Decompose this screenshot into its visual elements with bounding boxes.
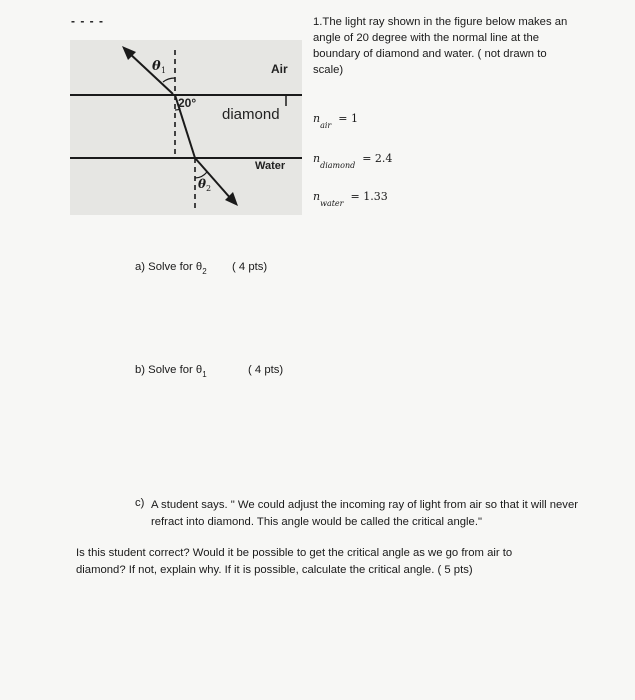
part-b-label: b) Solve for θ: [135, 364, 203, 376]
n-diamond-value: = 2.4: [362, 152, 393, 165]
follow-up-question: Is this student correct? Would it be possible to get the critical angle as we go from air to diamond? If not, explain why. If it is possible, calculate the critical angle. ( 5 pts): [76, 547, 513, 576]
part-a-prompt: [135, 261, 207, 276]
n-diamond-subscript: diamond: [320, 161, 356, 170]
n-symbol: n: [313, 190, 321, 203]
air-label: Air: [271, 62, 288, 76]
part-b-prompt: [135, 364, 207, 379]
part-a-subscript: 2: [202, 267, 207, 276]
theta1-label: θ: [152, 59, 161, 74]
incident-ray: [128, 52, 173, 94]
n-air-value: = 1: [338, 112, 358, 125]
n-water-equation: [313, 190, 388, 208]
part-c-letter: c): [135, 497, 145, 509]
theta2-subscript: 2: [206, 184, 212, 193]
n-water-subscript: water: [320, 199, 344, 208]
n-symbol: n: [313, 152, 321, 165]
part-b-subscript: 1: [202, 370, 207, 379]
n-symbol: n: [313, 112, 321, 125]
n-air-subscript: air: [320, 121, 332, 130]
angle-20-label: 20°: [178, 96, 197, 110]
question-1-text: 1.The light ray shown in the figure below makes an angle of 20 degree with the normal line at the boundary of diamond and water. ( not drawn to scale): [313, 16, 568, 76]
n-diamond-equation: [313, 152, 393, 170]
part-a-label: a) Solve for θ: [135, 261, 203, 273]
theta2-label: θ: [198, 177, 207, 191]
diamond-label: diamond: [222, 106, 280, 123]
part-b-points: ( 4 pts): [248, 364, 284, 376]
refraction-figure: [70, 40, 302, 215]
refraction-diagram: [70, 40, 302, 215]
n-air-equation: [313, 112, 358, 130]
water-label: Water: [255, 160, 286, 172]
n-water-value: = 1.33: [350, 190, 388, 203]
theta1-subscript: 1: [161, 66, 167, 75]
part-c-text: A student says. " We could adjust the incoming ray of light from air so that it will never refract into diamond. This angle would be called the critical angle.": [151, 499, 579, 528]
part-a-points: ( 4 pts): [232, 261, 268, 273]
header-dashes: - - - -: [71, 14, 104, 28]
